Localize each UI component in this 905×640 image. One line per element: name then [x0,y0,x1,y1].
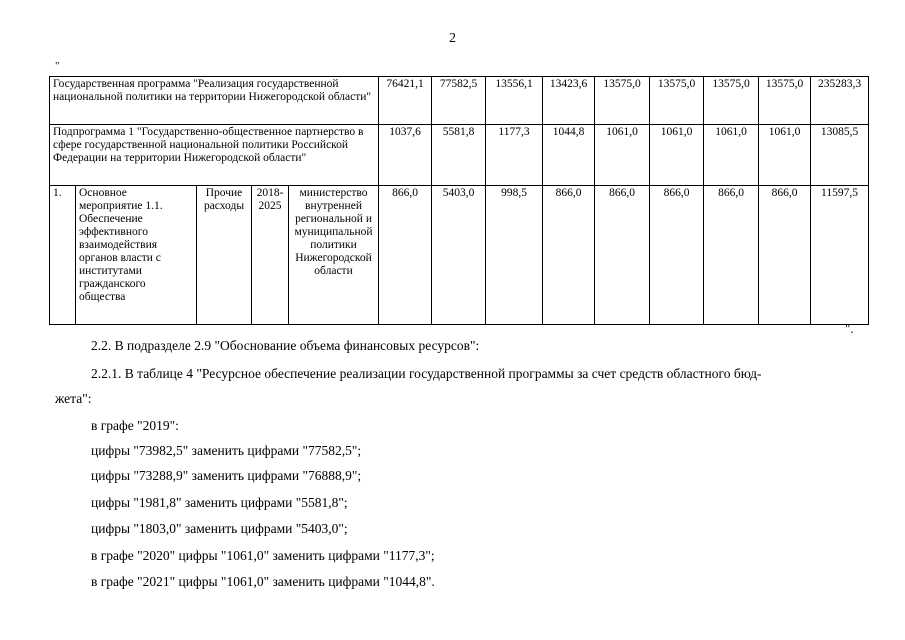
activity-period: 2018-2025 [252,186,289,325]
paragraph: в графе "2019": [91,418,179,433]
subprogram-title: Подпрограмма 1 "Государственно-общественное партнерство в сфере государственной национальной политики Российской Федерации на территории Нижегородской области" [50,125,379,186]
activity-executor: министерство внутренней региональной и муниципальной политики Нижегородской области [289,186,379,325]
paragraph: цифры "1803,0" заменить цифрами "5403,0"; [91,521,348,536]
closing-quote: ". [845,321,854,336]
paragraph: 2.2. В подразделе 2.9 "Обоснование объема финансовых ресурсов": [91,338,480,353]
paragraph: цифры "73288,9" заменить цифрами "76888,9"; [91,468,362,483]
paragraph: цифры "1981,8" заменить цифрами "5581,8"; [91,495,348,510]
paragraph: в графе "2021" цифры "1061,0" заменить цифрами "1044,8". [91,574,435,589]
table-cell: 13575,0 [704,77,759,125]
paragraph: жета": [55,391,92,406]
table-cell: 866,0 [379,186,432,325]
table-cell: 1177,3 [486,125,543,186]
table-cell: 866,0 [759,186,811,325]
table-cell: 77582,5 [432,77,486,125]
table-cell: 13575,0 [759,77,811,125]
paragraph: в графе "2020" цифры "1061,0" заменить цифрами "1177,3"; [91,548,435,563]
table-cell: 13556,1 [486,77,543,125]
activity-number: 1. [50,186,76,325]
table-cell: 866,0 [650,186,704,325]
table-row [50,186,869,325]
table-cell: 13575,0 [650,77,704,125]
table-row [50,125,869,186]
table-cell: 866,0 [704,186,759,325]
table-cell: 5403,0 [432,186,486,325]
table-cell: 866,0 [595,186,650,325]
table-cell: 13423,6 [543,77,595,125]
table-cell: 1061,0 [759,125,811,186]
table-cell: 13085,5 [811,125,869,186]
page-number: 2 [449,31,456,46]
paragraph: 2.2.1. В таблице 4 "Ресурсное обеспечение реализации государственной программы за счет средств областного бюд- [91,366,762,381]
table-cell: 235283,3 [811,77,869,125]
expense-category: Прочие расходы [197,186,252,325]
table-cell: 1044,8 [543,125,595,186]
table-cell: 1061,0 [704,125,759,186]
table-cell: 866,0 [543,186,595,325]
table-cell: 1061,0 [650,125,704,186]
table-cell: 1061,0 [595,125,650,186]
paragraph: цифры "73982,5" заменить цифрами "77582,5"; [91,443,362,458]
opening-quote: " [55,60,60,72]
table-cell: 76421,1 [379,77,432,125]
table-cell: 1037,6 [379,125,432,186]
table-cell: 11597,5 [811,186,869,325]
table-cell: 5581,8 [432,125,486,186]
table-row [50,77,869,125]
program-title: Государственная программа "Реализация государственной национальной политики на территории Нижегородской области" [50,77,379,125]
table-cell: 13575,0 [595,77,650,125]
activity-name: Основное мероприятие 1.1. Обеспечение эффективного взаимодействия органов власти с институтами гражданского общества [76,186,197,325]
table-cell: 998,5 [486,186,543,325]
budget-table [49,76,869,325]
